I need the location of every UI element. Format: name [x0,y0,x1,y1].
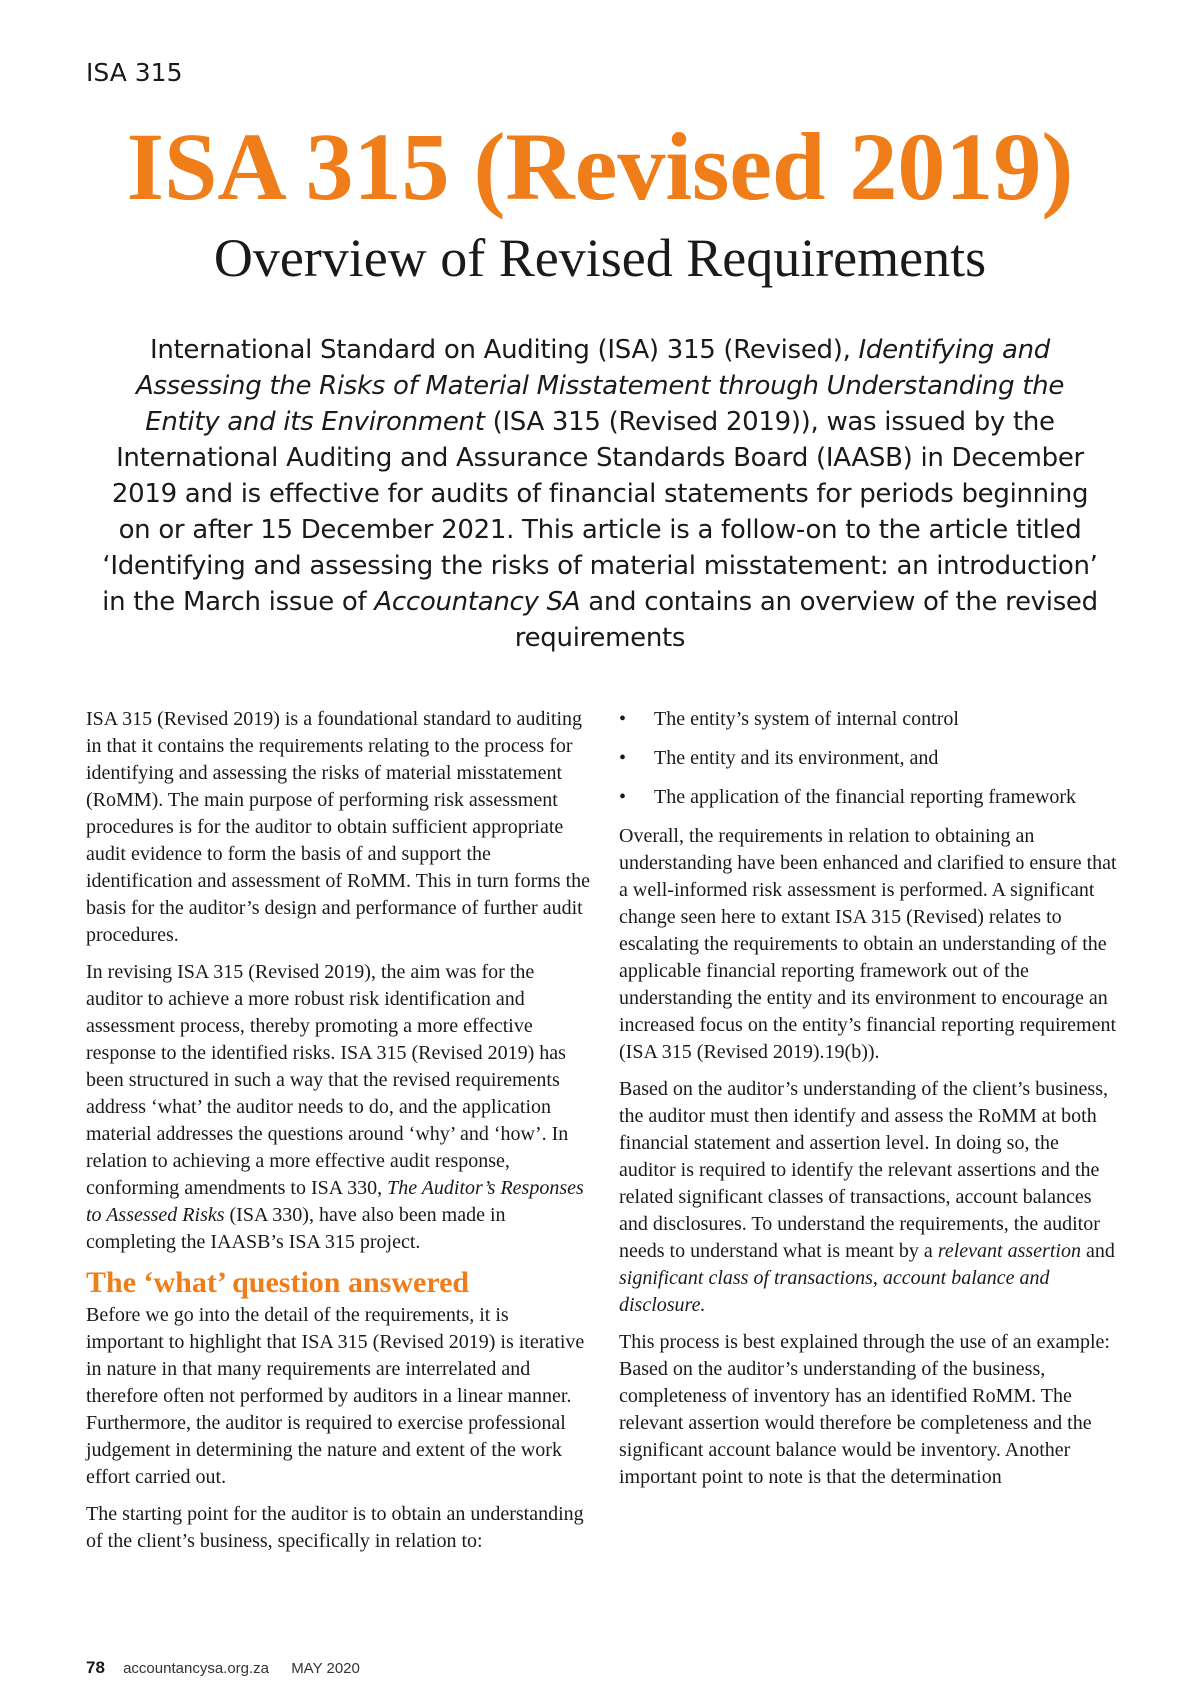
left-p2-text-b: (ISA 330), have also been made in completing the IAASB’s ISA 315 project. [86,1204,506,1253]
right-p2-text-b: and [1080,1240,1115,1262]
left-paragraph-2 [86,959,591,1256]
intro-text-2: (ISA 315 (Revised 2019)), was issued by the International Auditing and Assurance Standards Board (IAASB) in December 2019 and is effective for audits of financial statements for periods beginning on or after 15 December 2021. This article is a follow-on to the article titled ‘Identifying and assessing the risks of material misstatement: an introduction’ in the March issue of [102,407,1098,617]
page-title: ISA 315 (Revised 2019) [126,113,1074,220]
page-number: 78 [86,1658,105,1677]
bullet-text: The entity’s system of internal control [654,708,959,730]
bullet-text: The entity and its environment, and [654,747,939,769]
right-p2-italic-2: significant class of transactions, account balance and disclosure. [619,1267,1050,1316]
left-paragraph-3: Before we go into the detail of the requirements, it is important to highlight that ISA 315 (Revised 2019) is iterative in nature in that many requirements are interrelated and therefore often not performed by auditors in a linear manner. Furthermore, the auditor is required to exercise professional judgement in determining the nature and extent of the work effort carried out. [86,1304,585,1488]
bullet-item [619,745,1119,772]
intro-text-1: International Standard on Auditing (ISA) 315 (Revised), [149,335,859,365]
page-subtitle: Overview of Revised Requirements [213,228,987,288]
right-paragraph-1: Overall, the requirements in relation to obtaining an understanding have been enhanced and clarified to ensure that a well-informed risk assessment is performed. A significant change seen here to extant ISA 315 (Revised) relates to escalating the requirements to obtain an understanding of the applicable financial reporting framework out of the understanding the entity and its environment to encourage an increased focus on the entity’s financial reporting requirement (ISA 315 (Revised 2019).19(b)). [619,825,1117,1063]
intro-paragraph [100,332,1100,656]
right-paragraph-3: This process is best explained through the use of an example: Based on the auditor’s understanding of the business, completeness of inventory has an identified RoMM. The relevant assertion would therefore be completeness and the significant account balance would be inventory. Another important point to note is that the determination [619,1331,1110,1488]
bullet-item [619,784,1119,811]
footer-issue-date: MAY 2020 [291,1660,360,1677]
left-p2-italic: The Auditor’s Responses to Assessed Risks [86,1177,584,1226]
bullet-icon: • [619,786,627,808]
left-column [86,706,591,1565]
intro-standard-title: Identifying and Assessing the Risks of Material Misstatement through Understanding the Entity and its Environment [135,335,1065,437]
left-paragraph-4: The starting point for the auditor is to obtain an understanding of the client’s business, specifically in relation to: [86,1503,584,1552]
page-footer [86,1658,360,1678]
bullet-item [619,706,1119,733]
section-label: ISA 315 [86,58,183,87]
bullet-list [619,706,1119,811]
right-column [619,706,1119,1501]
left-paragraph-1: ISA 315 (Revised 2019) is a foundational standard to auditing in that it contains the requirements relating to the process for identifying and assessing the risks of material misstatement (RoMM). The main purpose of performing risk assessment procedures is for the auditor to obtain sufficient appropriate audit evidence to form the basis of and support the identification and assessment of RoMM. This in turn forms the basis for the auditor’s design and performance of further audit procedures. [86,708,591,946]
intro-text-3: and contains an overview of the revised requirements [514,587,1098,653]
intro-magazine-name: Accountancy SA [374,587,581,617]
right-paragraph-2 [619,1076,1119,1319]
right-p2-text-a: Based on the auditor’s understanding of the client’s business, the auditor must then identify and assess the RoMM at both financial statement and assertion level. In doing so, the auditor is required to identify the relevant assertions and the related significant classes of transactions, account balances and disclosures. To understand the requirements, the auditor needs to understand what is meant by a [619,1078,1108,1262]
footer-website: accountancysa.org.za [123,1660,270,1677]
section-heading: The ‘what’ question answered [86,1266,470,1299]
bullet-icon: • [619,708,627,730]
left-p2-text-a: In revising ISA 315 (Revised 2019), the aim was for the auditor to achieve a more robust risk identification and assessment process, thereby promoting a more effective response to the identified risks. ISA 315 (Revised 2019) has been structured in such a way that the revised requirements address ‘what’ the auditor needs to do, and the application material addresses the questions around ‘why’ and ‘how’. In relation to achieving a more effective audit response, conforming amendments to ISA 330, [86,961,569,1199]
bullet-icon: • [619,747,627,769]
bullet-text: The application of the financial reporting framework [654,786,1077,808]
right-p2-italic-1: relevant assertion [937,1240,1081,1262]
